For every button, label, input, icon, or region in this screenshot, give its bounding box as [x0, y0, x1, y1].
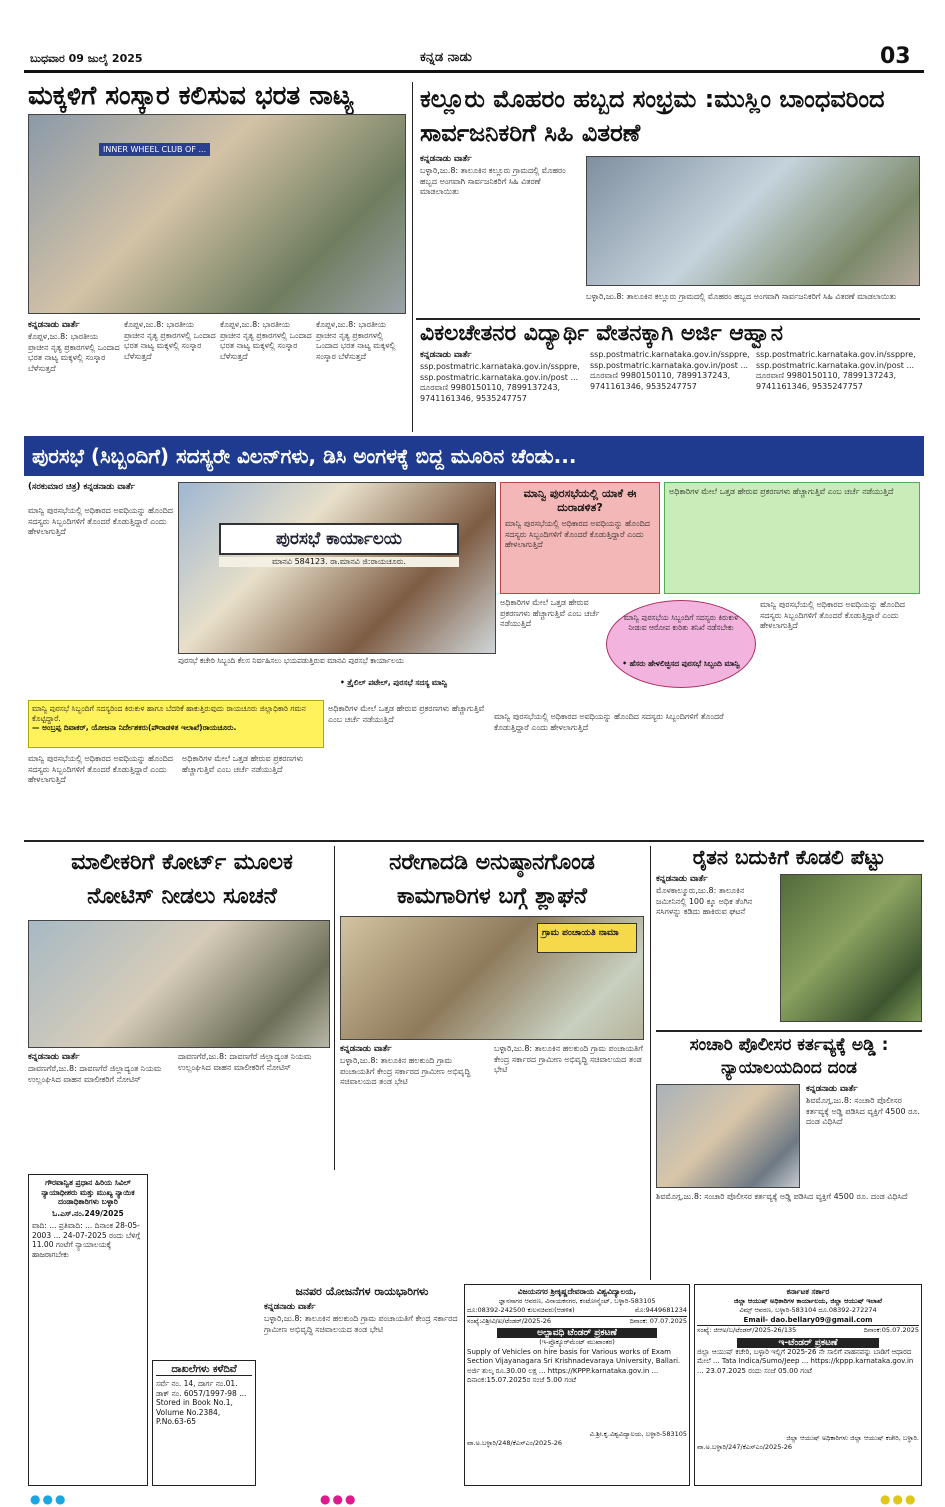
yellow-box-author: — ಅಂಬ್ರಪ್ಪ ದಿವಾಕರ್, ಯೋಜನಾ ನಿರ್ದೇಶಕರು(ಪೌರಾಡಳಿತ ಇಲಾಖೆ)ರಾಯಚೂರು. [32, 723, 237, 732]
story5-text-col2: ದಾವಣಗೆರೆ,ಜು.8: ದಾವಣಗೆರೆ ಜಿಲ್ಲಾದ್ಯಂತ ನಿಯಮ ಉಲ್ಲಂಘಿಸಿದ ವಾಹನ ಮಾಲೀಕರಿಗೆ ನೋಟಿಸ್ [178, 1052, 312, 1072]
story1-text-col3: ಕೊಪ್ಪಳ,ಜು.8: ಭಾರತೀಯ ಪ್ರಾಚೀನ ನೃತ್ಯ ಪ್ರಕಾರಗಳಲ್ಲಿ ಒಂದಾದ ಭರತ ನಾಟ್ಯ ಮಕ್ಕಳಲ್ಲಿ ಸಂಸ್ಕಾರ ಬೆಳೆಸುತ್ತದೆ [220, 320, 312, 361]
tender1-date: ದಿನಾಂಕ: 07.07.2025 [629, 1316, 687, 1325]
story8-text-cont: ಶಿವಮೊಗ್ಗ,ಜು.8: ಸಂಚಾರಿ ಪೊಲೀಸರ ಕರ್ತವ್ಯಕ್ಕೆ ಅಡ್ಡಿ ಪಡಿಸಿದ ವ್ಯಕ್ತಿಗೆ 4500 ರೂ. ದಂಡ ವಿಧಿಸಿದೆ [656, 1192, 908, 1201]
story4-photo [178, 482, 496, 654]
story5-byline: ಕನ್ನಡನಾಡು ವಾರ್ತೆ [28, 1052, 80, 1062]
photo-banner: INNER WHEEL CLUB OF ... [99, 143, 210, 156]
story4-text-col9: ಅಧಿಕಾರಿಗಳ ಮೇಲೆ ಒತ್ತಡ ಹೇರುವ ಪ್ರಕರಣಗಳು ಹೆಚ್ಚಾಗುತ್ತಿವೆ ಎಂಬ ಚರ್ಚೆ ನಡೆಯುತ್ತಿದೆ [182, 754, 304, 774]
registration-marks-right: ●●● [880, 1492, 918, 1506]
story8-byline: ಕನ್ನಡನಾಡು ವಾರ್ತೆ [806, 1084, 858, 1094]
story1-photo [28, 114, 406, 314]
registration-marks-left: ●●● [30, 1492, 68, 1506]
story4-red-box [500, 482, 660, 594]
story4-text: ಮಾನ್ವಿ ಪುರಸಭೆಯಲ್ಲಿ ಅಧಿಕಾರದ ಅವಧಿಯನ್ನು ಹೊಂದಿದ ಸದಸ್ಯರು ಸಿಬ್ಬಂದಿಗಳಿಗೆ ತೊಂದರೆ ಕೊಡುತ್ತಿದ್ದಾರೆ ಎಂದು ಹೇಳಲಾಗುತ್ತಿದೆ [28, 506, 173, 536]
story3-headline: ವಿಕಲಚೇತನರ ವಿದ್ಯಾರ್ಥಿ ವೇತನಕ್ಕಾಗಿ ಅರ್ಜಿ ಆಹ್ವಾನ [420, 321, 783, 346]
lost-documents-notice [152, 1360, 256, 1486]
oval-text: ಮಾನ್ವಿ ಪುರಸಭೆಯ ಸಿಬ್ಬಂದಿಗೆ ಸದಸ್ಯರು ಕಿರುಕುಳ ನೀಡುವ ಆರೋಪ ಕುರಿತು ತನಿಖೆ ನಡೆಸಬೇಕು [623, 613, 739, 632]
story3-text: ssp.postmatric.karnataka.gov.in/ssppre, ssp.postmatric.karnataka.gov.in/post ... ದೂರವಾಣಿ 9980150110, 7899137243, 9741161346, 9535247757 [420, 362, 580, 403]
story6-text-col2: ಬಳ್ಳಾರಿ,ಜು.8: ತಾಲೂಕಿನ ಹಲಕುಂದಿ ಗ್ರಾಮ ಪಂಚಾಯತಿಗೆ ಕೇಂದ್ರ ಸರ್ಕಾರದ ಗ್ರಾಮೀಣ ಅಭಿವೃದ್ಧಿ ಸಚಿವಾಲಯದ ತಂಡ ಭೇಟಿ [494, 1044, 643, 1074]
story3-byline: ಕನ್ನಡನಾಡು ವಾರ್ತೆ [420, 350, 472, 360]
story1-text-col4: ಕೊಪ್ಪಳ,ಜು.8: ಭಾರತೀಯ ಪ್ರಾಚೀನ ನೃತ್ಯ ಪ್ರಕಾರಗಳಲ್ಲಿ ಒಂದಾದ ಭರತ ನಾಟ್ಯ ಮಕ್ಕಳಲ್ಲಿ ಸಂಸ್ಕಾರ ಬೆಳೆಸುತ್ತದೆ [316, 320, 396, 361]
tender1-body: Supply of Vehicles on hire basis for Various works of Exam Section Vijayanagara Sri Krishnadevaraya University, Ballari. ಅರ್ಜಿ ಶುಲ್ಕ ರೂ.30.00 ಲಕ್ಷ ... https://KPPP.karnataka.gov.in ... ದಿನಾಂಕ:15.07.2025ರ ಸಂಜೆ 5.00 ಗಂಟೆ [467, 1347, 681, 1384]
story4-oval [606, 600, 756, 688]
story4-yellow-box [28, 700, 324, 748]
court-notice [28, 1174, 148, 1486]
story8-photo [656, 1084, 800, 1188]
story4-photo-caption: ಪುರಸಭೆ ಕಚೇರಿ ಸಿಬ್ಬಂದಿ ಕೆಲಸ ನಿರ್ವಹಿಸಲು ಭಯಪಡುತ್ತಿರುವ ಮಾನವಿ ಪುರಸಭೆ ಕಾರ್ಯಾಲಯ [178, 656, 404, 665]
story4-text-col5: ಮಾನ್ವಿ ಪುರಸಭೆಯಲ್ಲಿ ಅಧಿಕಾರದ ಅವಧಿಯನ್ನು ಹೊಂದಿದ ಸದಸ್ಯರು ಸಿಬ್ಬಂದಿಗಳಿಗೆ ತೊಂದರೆ ಕೊಡುತ್ತಿದ್ದಾರೆ ಎಂದು ಹೇಳಲಾಗುತ್ತಿದೆ [760, 600, 905, 630]
story4-text-col7: ಮಾನ್ವಿ ಪುರಸಭೆಯಲ್ಲಿ ಅಧಿಕಾರದ ಅವಧಿಯನ್ನು ಹೊಂದಿದ ಸದಸ್ಯರು ಸಿಬ್ಬಂದಿಗಳಿಗೆ ತೊಂದರೆ ಕೊಡುತ್ತಿದ್ದಾರೆ ಎಂದು ಹೇಳಲಾಗುತ್ತಿದೆ [494, 712, 724, 732]
story7-headline: ರೈತನ ಬದುಕಿಗೆ ಕೊಡಲಿ ಪೆಟ್ಟು [692, 845, 886, 869]
story8-headline: ಸಂಚಾರಿ ಪೊಲೀಸರ ಕರ್ತವ್ಯಕ್ಕೆ ಅಡ್ಡಿ : ನ್ಯಾಯಾಲಯದಿಂದ ದಂಡ [689, 1035, 889, 1078]
tender2-email: Email- dao.bellary09@gmail.com [743, 1315, 873, 1324]
story3-text-col2: ssp.postmatric.karnataka.gov.in/ssppre, ssp.postmatric.karnataka.gov.in/post ... ದೂರವಾಣಿ 9980150110, 7899137243, 9741161346, 9535247757 [590, 350, 750, 391]
tender1-mobile: ಮೊ:9449681234 [634, 1306, 687, 1314]
story4-quote-author: • ತ್ರೈಲಿಲ್ ಪಟೇಲ್, ಪುರಸಭೆ ಸದಸ್ಯ ಮಾನ್ವಿ [340, 678, 448, 687]
story4-text-col8: ಮಾನ್ವಿ ಪುರಸಭೆಯಲ್ಲಿ ಅಧಿಕಾರದ ಅವಧಿಯನ್ನು ಹೊಂದಿದ ಸದಸ್ಯರು ಸಿಬ್ಬಂದಿಗಳಿಗೆ ತೊಂದರೆ ಕೊಡುತ್ತಿದ್ದಾರೆ ಎಂದು ಹೇಳಲಾಗುತ್ತಿದೆ [28, 754, 173, 784]
court-notice-case: ಓ.ಎಸ್.ನಂ.249/2025 [52, 1208, 124, 1218]
tender2-signatory: ಜಿಲ್ಲಾ ಆಯುಷ್ ಅಧಿಕಾರಿಗಳು ಜಿಲ್ಲಾ ಆಯುಷ್ ಕಚೇರಿ, ಬಳ್ಳಾರಿ. [786, 1433, 919, 1442]
story4-byline: (ಸರಕುಮಾರ ಚಿತ್ರ) ಕನ್ನಡನಾಡು ವಾರ್ತೆ [28, 482, 136, 492]
tender2-heading: ಇ-ಟೆಂಡರ್ ಪ್ರಕಟಣೆ [737, 1338, 879, 1348]
panchayat-sign: ಗ್ರಾಮ ಪಂಚಾಯತಿ ನಾಮಾ [537, 923, 637, 953]
story4-banner: ಪುರಸಭೆ (ಸಿಬ್ಬಂದಿಗೆ) ಸದಸ್ಯರೇ ವಿಲನ್‌ಗಳು, ಡಿಸಿ ಅಂಗಳಕ್ಕೆ ಬಿದ್ದ ಮೂರಿನ ಚೆಂಡು... [24, 436, 924, 476]
story9-headline: ಜನಪರ ಯೋಜನೆಗಳ ರಾಯಭಾರಿಗಳು [295, 1285, 429, 1298]
tender1-ref-row [467, 1316, 687, 1327]
story8-text: ಶಿವಮೊಗ್ಗ,ಜು.8: ಸಂಚಾರಿ ಪೊಲೀಸರ ಕರ್ತವ್ಯಕ್ಕೆ ಅಡ್ಡಿ ಪಡಿಸಿದ ವ್ಯಕ್ತಿಗೆ 4500 ರೂ. ದಂಡ ವಿಧಿಸಿದೆ [806, 1096, 920, 1126]
story2-text: ಬಳ್ಳಾರಿ,ಜು.8: ತಾಲೂಕಿನ ಕಲ್ಲೂರು ಗ್ರಾಮದಲ್ಲಿ ಮೊಹರಂ ಹಬ್ಬದ ಅಂಗವಾಗಿ ಸಾರ್ವಜನಿಕರಿಗೆ ಸಿಹಿ ವಿತರಣೆ ಮಾಡಲಾಯಿತು [420, 166, 566, 196]
newspaper-brand: ಕನ್ನಡ ನಾಡು [420, 50, 472, 65]
story4-text-col6: ಅಧಿಕಾರಿಗಳ ಮೇಲೆ ಒತ್ತಡ ಹೇರುವ ಪ್ರಕರಣಗಳು ಹೆಚ್ಚಾಗುತ್ತಿವೆ ಎಂಬ ಚರ್ಚೆ ನಡೆಯುತ್ತಿದೆ [328, 704, 485, 724]
story2-text-cont: ಬಳ್ಳಾರಿ,ಜು.8: ತಾಲೂಕಿನ ಕಲ್ಲೂರು ಗ್ರಾಮದಲ್ಲಿ ಮೊಹರಂ ಹಬ್ಬದ ಅಂಗವಾಗಿ ಸಾರ್ವಜನಿಕರಿಗೆ ಸಿಹಿ ವಿತರಣೆ ಮಾಡಲಾಯಿತು [586, 292, 897, 301]
oval-author: • ಹೆಸರು ಹೇಳಲಿಚ್ಛಿಸದ ಪುರಸಭೆ ಸಿಬ್ಬಂದಿ ಮಾನ್ವಿ [622, 659, 740, 668]
story3-text-col3: ssp.postmatric.karnataka.gov.in/ssppre, ssp.postmatric.karnataka.gov.in/post ... ದೂರವಾಣಿ 9980150110, 7899137243, 9741161346, 9535247757 [756, 350, 916, 391]
court-notice-text: ವಾದಿ: ... ಪ್ರತಿವಾದಿ: ... ದಿನಾಂಕ 28-05-2003 ... 24-07-2025 ರಂದು ಬೆಳಿಗ್ಗೆ 11.00 ಗಂಟೆಗೆ ನ್ಯಾಯಾಲಯಕ್ಕೆ ಹಾಜರಾಗಬೇಕು [32, 1221, 141, 1259]
story2-photo [586, 156, 920, 286]
tender1-org: ವಿಜಯನಗರ ಶ್ರೀಕೃಷ್ಣದೇವರಾಯ ವಿಶ್ವವಿದ್ಯಾಲಯ, [517, 1287, 637, 1296]
section-rule-2 [24, 840, 924, 842]
tender1-phone: ದೂ:08392-242500 ಕುಲಸಚಿವರು(ಆಡಳಿತ) [467, 1306, 575, 1314]
page-number: 03 [880, 44, 911, 69]
story5-headline: ಮಾಲೀಕರಿಗೆ ಕೋರ್ಟ್ ಮೂಲಕ ನೋಟಿಸ್ ನೀಡಲು ಸೂಚನೆ [71, 850, 293, 909]
tender2-notice [694, 1284, 922, 1486]
tender2-date: ದಿನಾಂಕ:05.07.2025 [863, 1326, 919, 1334]
tender2-address: ವಿಮ್ಸ್ ಆವರಣ, ಬಳ್ಳಾರಿ-583104 ದೂ.08392-272274 [739, 1306, 877, 1314]
story4-text-col3: ಅಧಿಕಾರಿಗಳ ಮೇಲೆ ಒತ್ತಡ ಹೇರುವ ಪ್ರಕರಣಗಳು ಹೆಚ್ಚಾಗುತ್ತಿವೆ ಎಂಬ ಚರ್ಚೆ ನಡೆಯುತ್ತಿದೆ [500, 598, 600, 628]
green-box-text: ಅಧಿಕಾರಿಗಳ ಮೇಲೆ ಒತ್ತಡ ಹೇರುವ ಪ್ರಕರಣಗಳು ಹೆಚ್ಚಾಗುತ್ತಿವೆ ಎಂಬ ಚರ್ಚೆ ನಡೆಯುತ್ತಿದೆ [669, 487, 894, 496]
story1-headline: ಮಕ್ಕಳಿಗೆ ಸಂಸ್ಕಾರ ಕಲಿಸುವ ಭರತ ನಾಟ್ಯ [28, 81, 354, 111]
tender1-subheading: (ಇ-ಪ್ರೊಕ್ಯೂರ್‌ಮೆಂಟ್ ಮುಖಾಂತರ) [539, 1338, 615, 1346]
lost-notice-text: ಸರ್ವೆ ನಂ. 14, ದಾರ್ಗ ನಂ.01. ಡಾಕ್ ನಂ. 6057/1997-98 ... Stored in Book No.1, Volume No.2384, P.No.63-65 [156, 1379, 247, 1426]
masthead [0, 0, 945, 80]
story9-text: ಬಳ್ಳಾರಿ,ಜು.8: ತಾಲೂಕಿನ ಹಲಕುಂದಿ ಗ್ರಾಮ ಪಂಚಾಯತಿಗೆ ಕೇಂದ್ರ ಸರ್ಕಾರದ ಗ್ರಾಮೀಣ ಅಭಿವೃದ್ಧಿ ಸಚಿವಾಲಯದ ತಂಡ ಭೇಟಿ [264, 1314, 458, 1334]
tender1-contact-row [467, 1306, 687, 1316]
tender1-footer: ವಾ.ಅ.ಬಳ್ಳಾರಿ/248/ಕೆಎಸ್‌ಎಂ/2025-26 [467, 1439, 563, 1447]
yellow-box-text: ಮಾನ್ವಿ ಪುರಸಭೆ ಸಿಬ್ಬಂದಿಗೆ ಸದಸ್ಯರಿಂದ ಕಿರುಕುಳ ಹಾಗೂ ಬೆದರಿಕೆ ಹಾಕುತ್ತಿರುವುದು ರಾಯಚೂರು ಜಿಲ್ಲಾಧಿಕಾರಿ ಗಮನ ಕೊಟ್ಟಿದ್ದಾರೆ. [32, 704, 306, 723]
story9-byline: ಕನ್ನಡನಾಡು ವಾರ್ತೆ [264, 1302, 316, 1312]
tender2-dept: ಜಿಲ್ಲಾ ಆಯುಷ್ ಅಧಿಕಾರಿಗಳ ಕಾರ್ಯಾಲಯ, ಜಿಲ್ಲಾ ಆಯುಷ್ ಇಲಾಖೆ [734, 1296, 882, 1305]
issue-date: ಬುಧವಾರ 09 ಜುಲೈ 2025 [30, 52, 143, 65]
tender2-gov: ಕರ್ನಾಟಕ ಸರ್ಕಾರ [786, 1287, 830, 1296]
story6-photo [340, 916, 644, 1040]
story2-byline: ಕನ್ನಡನಾಡು ವಾರ್ತೆ [420, 154, 472, 164]
tender2-ref: ಸಂಖ್ಯೆ: ಜಿಆಅ/ಬ/ಟೆಂಡರ್/2025-26/135 [697, 1326, 797, 1334]
tender1-ref: ಸಂಖ್ಯೆ:ವಿಶ್ರೀವಿ/ಖ/ಟೆಂಡರ್/2025-26 [467, 1316, 552, 1325]
story1-text: ಕೊಪ್ಪಳ,ಜು.8: ಭಾರತೀಯ ಪ್ರಾಚೀನ ನೃತ್ಯ ಪ್ರಕಾರಗಳಲ್ಲಿ ಒಂದಾದ ಭರತ ನಾಟ್ಯ ಮಕ್ಕಳಲ್ಲಿ ಸಂಸ್ಕಾರ ಬೆಳೆಸುತ್ತದೆ [28, 332, 120, 373]
story2-headline: ಕಲ್ಲೂರು ಮೊಹರಂ ಹಬ್ಬದ ಸಂಭ್ರಮ :ಮುಸ್ಲಿಂ ಬಾಂಧವರಿಂದ ಸಾರ್ವಜನಿಕರಿಗೆ ಸಿಹಿ ವಿತರಣೆ [420, 85, 885, 147]
lost-notice-title: ದಾಖಲೆಗಳು ಕಳೆದಿವೆ [156, 1364, 252, 1376]
story6-byline: ಕನ್ನಡನಾಡು ವಾರ್ತೆ [340, 1044, 392, 1054]
tender2-ref-row [697, 1325, 919, 1336]
tender2-footer: ವಾ.ಅ.ಬಳ್ಳಾರಿ/247/ಕೆಎಸ್‌ಎಂ/2025-26 [697, 1443, 793, 1451]
section-rule-3 [656, 1030, 922, 1032]
tender1-notice [464, 1284, 690, 1486]
story4-green-box [664, 482, 920, 594]
story7-photo [780, 874, 922, 1022]
story7-byline: ಕನ್ನಡನಾಡು ವಾರ್ತೆ [656, 874, 708, 884]
office-sign-board: ಪುರಸಭೆ ಕಾರ್ಯಾಲಯ [219, 523, 459, 555]
registration-marks-center: ●●● [320, 1492, 358, 1506]
tender1-address: ಜ್ಞಾನಸಾಗರ ಆವರಣ, ವಿನಾಯಕನಗರ, ಕಂಟೋನ್ಮೆಂಟ್, ಬಳ್ಳಾರಿ-583105 [498, 1296, 656, 1305]
tender1-signatory: ವಿ.ಶ್ರೀ.ಕೃ.ವಿಶ್ವವಿದ್ಯಾಲಯ, ಬಳ್ಳಾರಿ-583105 [589, 1429, 687, 1438]
red-box-title: ಮಾನ್ವಿ ಪುರಸಭೆಯಲ್ಲಿ ಯಾಕೆ ಈ ದುರಾಡಳಿತ? [523, 487, 637, 514]
column-divider-2 [334, 846, 335, 1170]
column-divider [412, 82, 413, 432]
column-divider-3 [650, 846, 651, 1280]
story5-text: ದಾವಣಗೆರೆ,ಜು.8: ದಾವಣಗೆರೆ ಜಿಲ್ಲಾದ್ಯಂತ ನಿಯಮ ಉಲ್ಲಂಘಿಸಿದ ವಾಹನ ಮಾಲೀಕರಿಗೆ ನೋಟಿಸ್ [28, 1064, 162, 1084]
office-sign-sub: ಮಾನವಿ 584123. ರಾ.ಮಾನವಿ ಜಿ:ರಾಯಚೂರು. [219, 557, 459, 567]
story6-headline: ನರೇಗಾದಡಿ ಅನುಷ್ಠಾನಗೊಂಡ ಕಾಮಗಾರಿಗಳ ಬಗ್ಗೆ ಶ್ಲಾಘನೆ [389, 850, 595, 909]
story7-text: ಮೊಳಕಾಲ್ಮೂರು,ಜು.8: ತಾಲೂಕಿನ ಜಮೀನಿನಲ್ಲಿ 100 ಕ್ಕೂ ಅಧಿಕ ತೆಂಗಿನ ಸಸಿಗಳನ್ನು ಕಡಿದು ಹಾಕಿರುವ ಘಟನೆ [656, 886, 753, 916]
story5-photo [28, 920, 330, 1048]
court-notice-title: ಗೌರವಾನ್ವಿತ ಪ್ರಧಾನ ಹಿರಿಯ ಸಿವಿಲ್ ನ್ಯಾಯಾಧೀಶರು ಮತ್ತು ಮುಖ್ಯ ನ್ಯಾಯಿಕ ದಂಡಾಧಿಕಾರಿಗಳು ಬಳ್ಳಾರಿ [41, 1178, 135, 1206]
section-rule [416, 318, 920, 320]
story6-text: ಬಳ್ಳಾರಿ,ಜು.8: ತಾಲೂಕಿನ ಹಲಕುಂದಿ ಗ್ರಾಮ ಪಂಚಾಯತಿಗೆ ಕೇಂದ್ರ ಸರ್ಕಾರದ ಗ್ರಾಮೀಣ ಅಭಿವೃದ್ಧಿ ಸಚಿವಾಲಯದ ತಂಡ ಭೇಟಿ [340, 1056, 471, 1086]
red-box-text: ಮಾನ್ವಿ ಪುರಸಭೆಯಲ್ಲಿ ಅಧಿಕಾರದ ಅವಧಿಯನ್ನು ಹೊಂದಿದ ಸದಸ್ಯರು ಸಿಬ್ಬಂದಿಗಳಿಗೆ ತೊಂದರೆ ಕೊಡುತ್ತಿದ್ದಾರೆ ಎಂದು ಹೇಳಲಾಗುತ್ತಿದೆ [505, 519, 650, 549]
masthead-rule [24, 70, 924, 73]
tender2-body: ಜಿಲ್ಲಾ ಆಯುಷ್ ಕಚೇರಿ, ಬಳ್ಳಾರಿ ಇಲ್ಲಿಗೆ 2025-26 ನೇ ಸಾಲಿಗೆ ವಾಹನವನ್ನು ಬಾಡಿಗೆ ಆಧಾರದ ಮೇಲೆ ... Tata Indica/Sumo/Jeep ... https://kppp.karnataka.gov.in ... 23.07.2025 ರಂದು ಸಂಜೆ 05.00 ಗಂಟೆ [697, 1347, 914, 1375]
story1-text-col2: ಕೊಪ್ಪಳ,ಜು.8: ಭಾರತೀಯ ಪ್ರಾಚೀನ ನೃತ್ಯ ಪ್ರಕಾರಗಳಲ್ಲಿ ಒಂದಾದ ಭರತ ನಾಟ್ಯ ಮಕ್ಕಳಲ್ಲಿ ಸಂಸ್ಕಾರ ಬೆಳೆಸುತ್ತದೆ [124, 320, 216, 361]
tender1-heading: ಅಲ್ಪಾವಧಿ ಟೆಂಡರ್ ಪ್ರಕಟಣೆ [497, 1328, 657, 1338]
story1-byline: ಕನ್ನಡನಾಡು ವಾರ್ತೆ [28, 320, 80, 330]
